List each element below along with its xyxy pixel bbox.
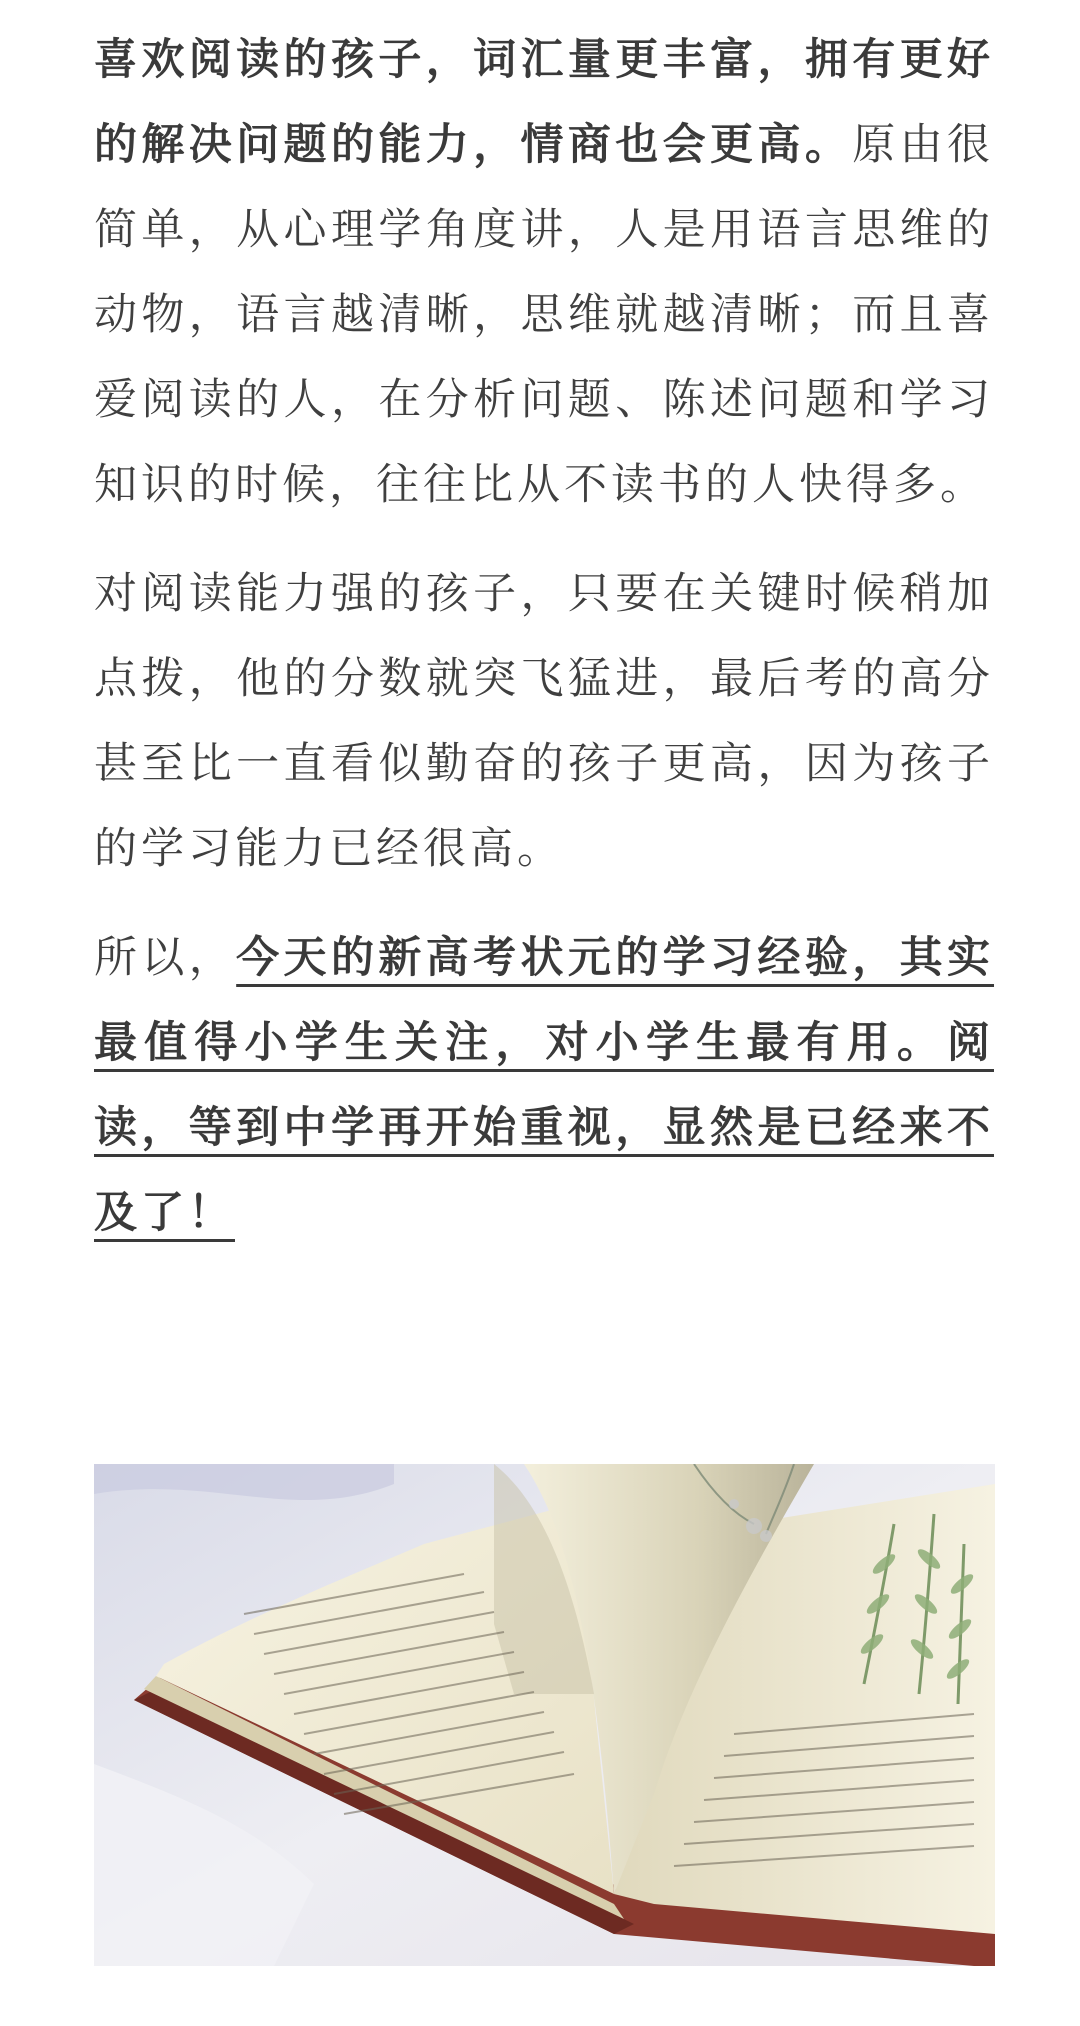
- open-book-image: [94, 1464, 995, 1966]
- conclusion-lead: 所以，: [94, 933, 237, 983]
- paragraph-conclusion: [94, 916, 994, 1256]
- underlined-statement: 今天的新高考状元的学习经验，其实最值得小学生关注，对小学生最有用。阅读，等到中学再开始重视，显然是已经来不及了！: [94, 933, 995, 1238]
- paragraph-text: 原由很简单，从心理学角度讲，人是用语言思维的动物，语言越清晰，思维就越清晰；而且喜爱阅读的人，在分析问题、陈述问题和学习知识的时候，往往比从不读书的人快得多。: [94, 120, 995, 510]
- paragraph-reading-benefits: [94, 18, 994, 528]
- open-book-illustration: [94, 1464, 995, 1966]
- paragraph-reading-ability: 对阅读能力强的孩子，只要在关键时候稍加点拨，他的分数就突飞猛进，最后考的高分甚至比一直看似勤奋的孩子更高，因为孩子的学习能力已经很高。: [94, 569, 994, 874]
- article-body: [94, 18, 994, 1256]
- bold-statement: 喜欢阅读的孩子，词汇量更丰富，拥有更好的解决问题的能力，情商也会更高。: [94, 35, 994, 170]
